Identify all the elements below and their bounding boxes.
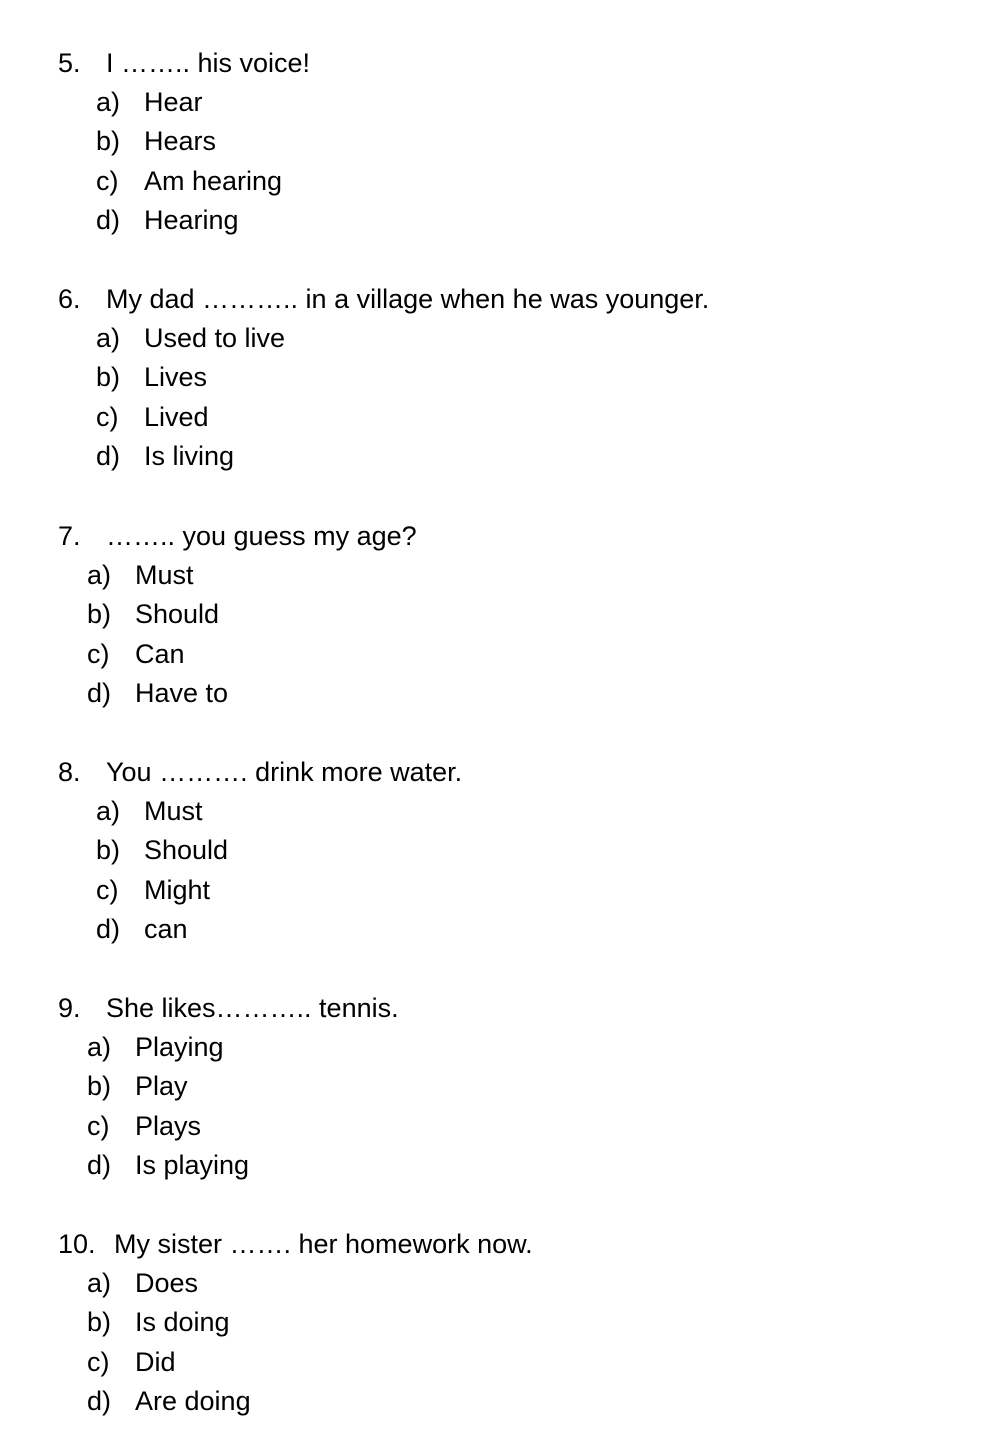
option-letter: c) bbox=[96, 875, 119, 905]
option-text: Playing bbox=[135, 1032, 224, 1062]
option-letter: a) bbox=[87, 1032, 112, 1062]
option-letter: b) bbox=[96, 126, 121, 156]
option-letter: d) bbox=[96, 441, 121, 471]
question-text: She likes……….. tennis. bbox=[106, 993, 399, 1023]
option-letter: d) bbox=[87, 1150, 112, 1180]
question-number: 8. bbox=[58, 757, 81, 787]
option-letter: a) bbox=[96, 87, 121, 117]
question-number: 9. bbox=[58, 993, 81, 1023]
option-letter: c) bbox=[87, 639, 110, 669]
option-text: Hear bbox=[144, 87, 203, 117]
question-text: My dad ……….. in a village when he was younger. bbox=[106, 284, 710, 314]
option-letter: b) bbox=[87, 599, 112, 629]
option-letter: c) bbox=[96, 166, 119, 196]
question-text: You ………. drink more water. bbox=[106, 757, 463, 787]
option-letter: c) bbox=[87, 1347, 110, 1377]
option-text: Can bbox=[135, 639, 185, 669]
option-text: Am hearing bbox=[144, 166, 283, 196]
option-text: Hearing bbox=[144, 205, 239, 235]
option-text: Have to bbox=[135, 678, 229, 708]
option-letter: d) bbox=[87, 1386, 112, 1416]
option-letter: d) bbox=[96, 205, 121, 235]
option-letter: a) bbox=[87, 1268, 112, 1298]
option-letter: b) bbox=[87, 1307, 112, 1337]
option-letter: a) bbox=[96, 323, 121, 353]
option-text: Play bbox=[135, 1071, 188, 1101]
option-text: Is living bbox=[144, 441, 235, 471]
option-text: Might bbox=[144, 875, 211, 905]
question-number: 10. bbox=[58, 1229, 96, 1259]
option-text: Lived bbox=[144, 402, 209, 432]
option-text: can bbox=[144, 914, 188, 944]
option-text: Did bbox=[135, 1347, 176, 1377]
option-text: Is doing bbox=[135, 1307, 230, 1337]
option-text: Must bbox=[144, 796, 203, 826]
question-number: 7. bbox=[58, 521, 81, 551]
question-text: My sister ……. her homework now. bbox=[114, 1229, 533, 1259]
option-text: Hears bbox=[144, 126, 217, 156]
option-text: Does bbox=[135, 1268, 199, 1298]
option-letter: d) bbox=[96, 914, 121, 944]
option-text: Is playing bbox=[135, 1150, 250, 1180]
option-letter: b) bbox=[96, 835, 121, 865]
question-text: …….. you guess my age? bbox=[106, 521, 417, 551]
question-text: I …….. his voice! bbox=[106, 48, 311, 78]
option-letter: c) bbox=[96, 402, 119, 432]
option-letter: a) bbox=[87, 560, 112, 590]
option-text: Plays bbox=[135, 1111, 202, 1141]
option-letter: b) bbox=[96, 362, 121, 392]
option-text: Should bbox=[135, 599, 220, 629]
option-letter: d) bbox=[87, 678, 112, 708]
option-text: Are doing bbox=[135, 1386, 251, 1416]
option-letter: a) bbox=[96, 796, 121, 826]
option-letter: c) bbox=[87, 1111, 110, 1141]
option-text: Used to live bbox=[144, 323, 286, 353]
question-number: 6. bbox=[58, 284, 81, 314]
option-text: Lives bbox=[144, 362, 208, 392]
option-text: Should bbox=[144, 835, 229, 865]
question-number: 5. bbox=[58, 48, 81, 78]
option-letter: b) bbox=[87, 1071, 112, 1101]
option-text: Must bbox=[135, 560, 194, 590]
